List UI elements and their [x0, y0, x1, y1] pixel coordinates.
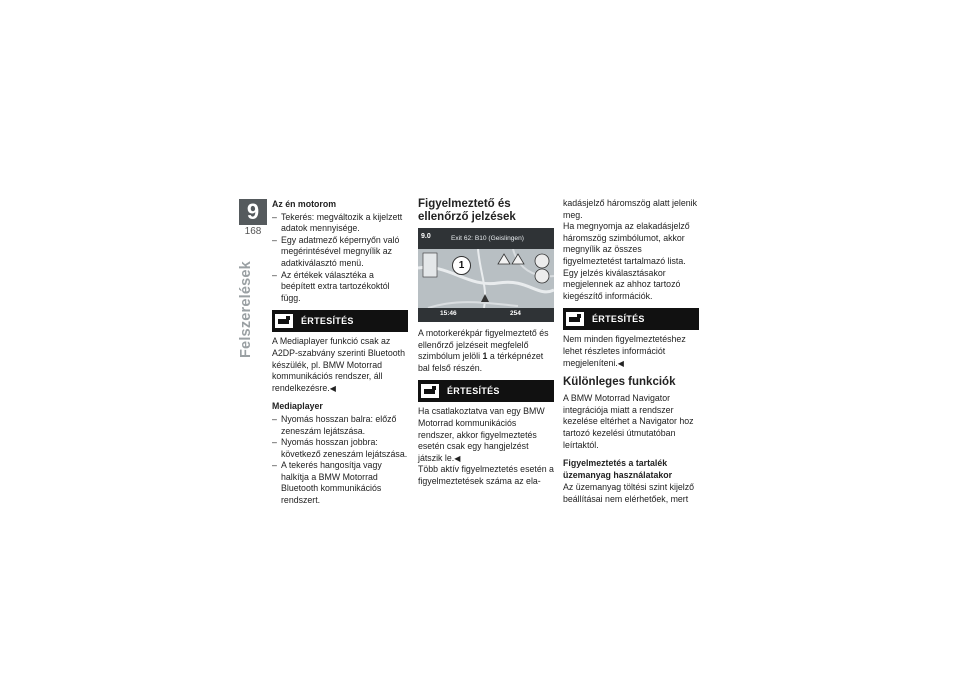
notice-title: ÉRTESÍTÉS [447, 385, 500, 396]
map-exit-label: Exit 62: B10 (Geislingen) [451, 235, 524, 242]
notice-title: ÉRTESÍTÉS [301, 315, 354, 326]
notice-text [418, 406, 554, 464]
paragraph: Egy jelzés kiválasztásakor megjelennek az ahhoz tartozó kiegészítő információk. [563, 267, 681, 301]
notice-body: A Mediaplayer funkció csak az A2DP-szabvány szerinti Bluetooth készülék, pl. BMW Motorrad kommunikációs rendszer, áll rendelkezésre. [272, 336, 405, 393]
notice-icon [421, 384, 439, 398]
column-2 [418, 198, 554, 488]
list-item: – Tekerés: megváltozik a kijelzett adatok mennyisége. [272, 212, 408, 235]
list-item: – Nyomás hosszan jobbra: következő zeneszám lejátszása. [272, 437, 408, 460]
section-heading-kulonleges: Különleges funkciók [563, 376, 676, 389]
map-speed: 254 [510, 310, 521, 318]
paragraph: Ha megnyomja az elakadásjelző háromszög szimbólumot, akkor megnyílik az összes figyelmeztetést tartalmazó lista. [563, 221, 690, 266]
end-mark-icon: ◀ [617, 358, 624, 368]
page-number: 168 [244, 226, 262, 237]
notice-text [563, 334, 699, 369]
notice-banner [418, 380, 554, 402]
section-heading-mediaplayer: Mediaplayer [272, 401, 323, 412]
side-label-text: Felszerelések [238, 261, 254, 358]
text-run: A motorkerékpár figyelmeztető és ellenőrző jelzéseit megfelelő szimbólum jelöli [418, 328, 549, 362]
end-mark-icon: ◀ [454, 453, 461, 463]
notice-icon [566, 312, 584, 326]
list-item: – A tekerés hangosítja vagy halkítja a BMW Motorrad Bluetooth kommunikációs rendszert. [272, 460, 408, 506]
notice-banner [563, 308, 699, 330]
map-bottom-bar [418, 308, 554, 322]
end-mark-icon: ◀ [329, 383, 336, 393]
section-heading-tartalek: Figyelmeztetés a tartalék üzemanyag használatakor [563, 458, 673, 480]
notice-banner [272, 310, 408, 332]
paragraph: A BMW Motorrad Navigator integrációja miatt a rendszer kezelése eltérhet a Navigator hoz tartozó kezelési útmutatóban leírtaktól. [563, 393, 694, 450]
list-az-en-motorom [272, 212, 408, 305]
list-item: – Nyomás hosszan balra: előző zeneszám lejátszása. [272, 414, 408, 437]
text-run: a térképnézet bal felső részén. [418, 351, 544, 373]
callout-marker: 1 [452, 256, 471, 275]
notice-icon [275, 314, 293, 328]
callout-ref: 1 [482, 351, 488, 362]
paragraph [418, 328, 554, 374]
section-heading-az-en-motorom: Az én motorom [272, 199, 337, 209]
map-distance: 9.0 [421, 233, 431, 240]
section-heading-figyelmezteto: Figyelmeztető és ellenőrző jelzések [418, 198, 516, 223]
map-time: 15:46 [440, 310, 457, 318]
column-1 [272, 199, 408, 507]
navigator-map-screenshot [418, 228, 554, 322]
notice-title: ÉRTESÍTÉS [592, 313, 645, 324]
notice-body: Ha csatlakoztatva van egy BMW Motorrad kommunikációs rendszer, akkor figyelmeztetés esetén csak egy hangjelzést játszik le. [418, 406, 545, 463]
list-item: – Az értékek választéka a beépített extra tartozékoktól függ. [272, 270, 408, 305]
paragraph: kadásjelző háromszög alatt jelenik meg. [563, 198, 697, 220]
paragraph: Több aktív figyelmeztetés esetén a figyelmeztetések száma az ela- [418, 464, 554, 486]
column-3 [563, 198, 699, 505]
notice-body: Nem minden figyelmeztetéshez lehet részletes információt megjeleníteni. [563, 334, 686, 368]
notice-text [272, 336, 408, 394]
list-mediaplayer [272, 414, 408, 507]
paragraph: Az üzemanyag töltési szint kijelző beállításai nem elérhetőek, mert [563, 482, 695, 504]
list-item: – Egy adatmező képernyőn való megérintésével megnyílik az adatkiválasztó menü. [272, 235, 408, 270]
chapter-number: 9 [239, 199, 267, 225]
